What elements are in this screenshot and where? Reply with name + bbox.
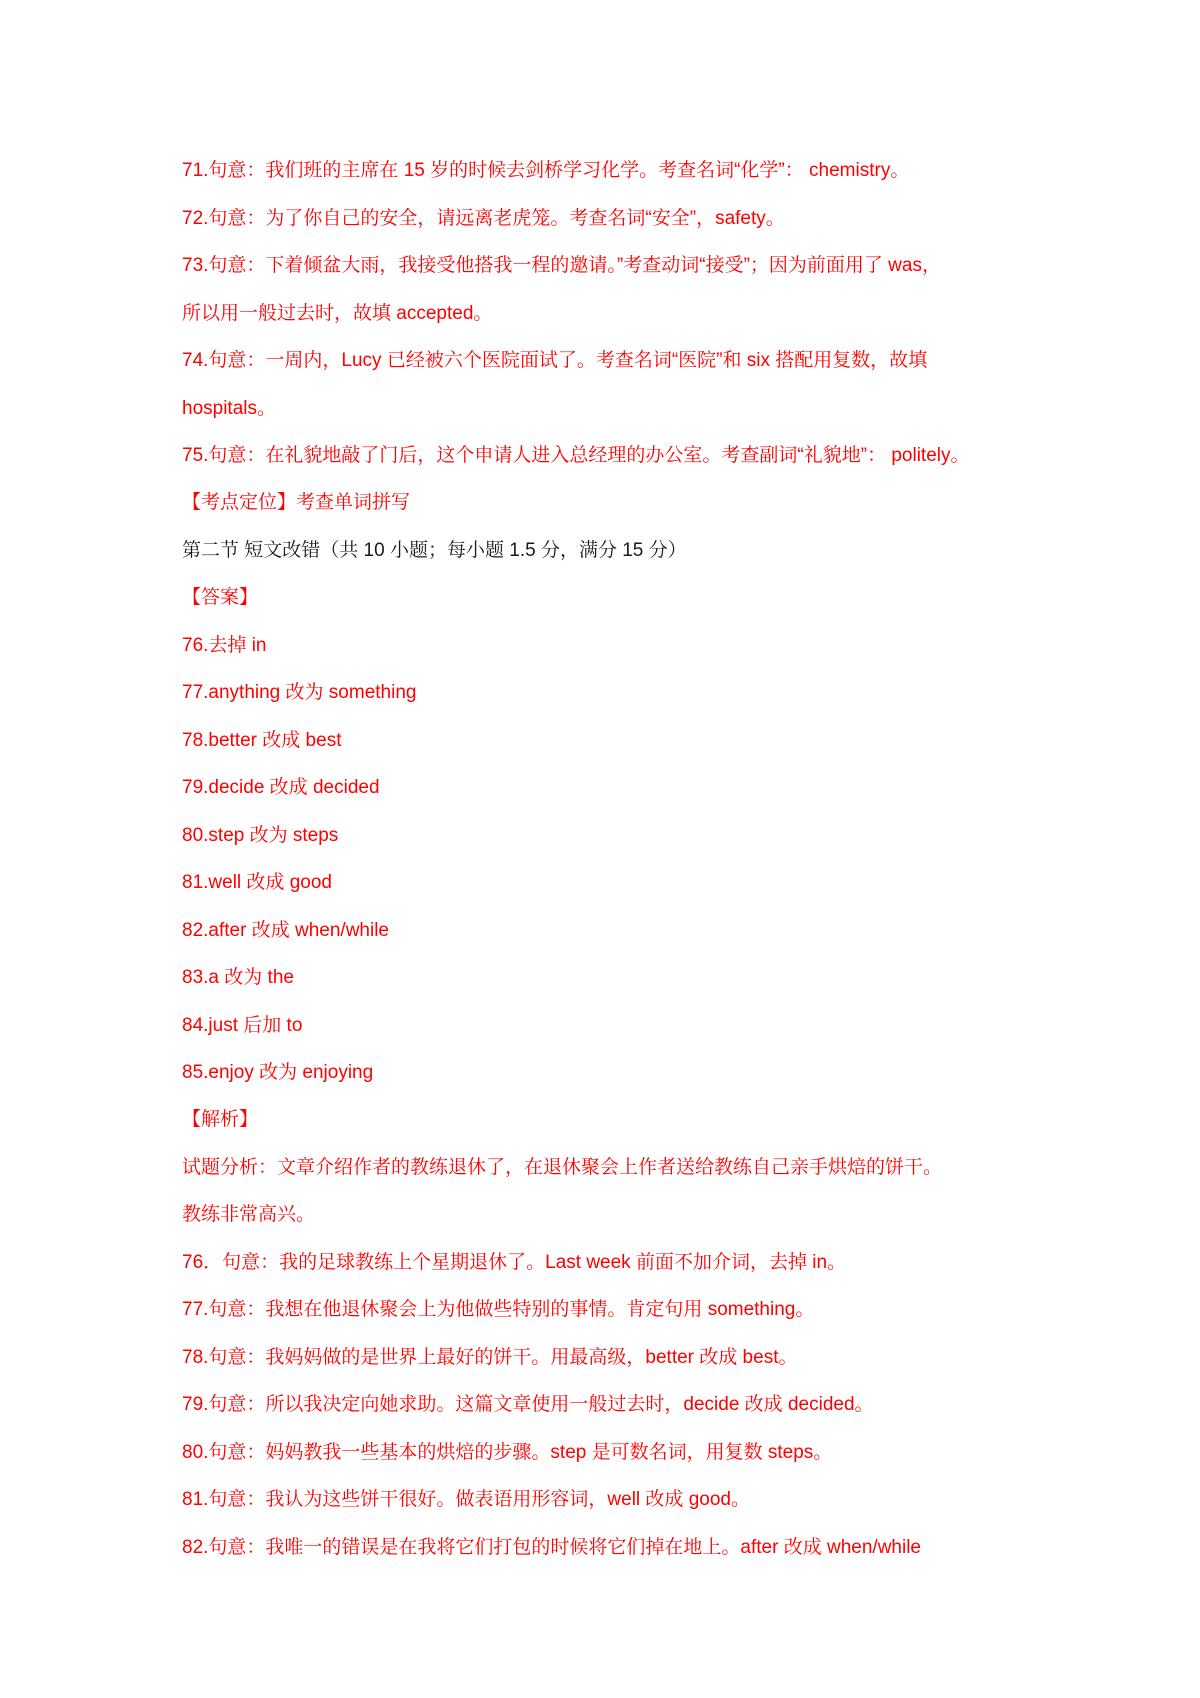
explanation-78: 78.句意：我妈妈做的是世界上最好的饼干。用最高级，better 改成 best。: [182, 1347, 798, 1368]
explanation-77: 77.句意：我想在他退休聚会上为他做些特别的事情。肯定句用 something。: [182, 1299, 815, 1320]
explanation-81: 81.句意：我认为这些饼干很好。做表语用形容词，well 改成 good。: [182, 1489, 750, 1510]
explanation-74-line1: 74.句意：一周内，Lucy 已经被六个医院面试了。考查名词“医院”和 six 搭配用复数，故填: [182, 350, 928, 371]
explanation-75: 75.句意：在礼貌地敲了门后，这个申请人进入总经理的办公室。考查副词“礼貌地”： politely。: [182, 445, 970, 466]
analysis-line1: 试题分析：文章介绍作者的教练退休了，在退休聚会上作者送给教练自己亲手烘焙的饼干。: [182, 1157, 943, 1178]
explanation-73-line1: 73.句意：下着倾盆大雨，我接受他搭我一程的邀请。”考查动词“接受”；因为前面用了 was，: [182, 255, 941, 276]
answer-80: 80.step 改为 steps: [182, 825, 339, 846]
explanation-82: 82.句意：我唯一的错误是在我将它们打包的时候将它们掉在地上。after 改成 when/while: [182, 1537, 921, 1558]
explanation-73-line2: 所以用一般过去时，故填 accepted。: [182, 303, 493, 324]
answer-81: 81.well 改成 good: [182, 872, 332, 893]
answer-84: 84.just 后加 to: [182, 1015, 303, 1036]
analysis-heading: 【解析】: [182, 1109, 259, 1130]
answer-78: 78.better 改成 best: [182, 730, 342, 751]
explanation-79: 79.句意：所以我决定向她求助。这篇文章使用一般过去时，decide 改成 decided。: [182, 1394, 874, 1415]
answer-79: 79.decide 改成 decided: [182, 777, 380, 798]
point-label: 【考点定位】考查单词拼写: [182, 492, 411, 513]
answer-83: 83.a 改为 the: [182, 967, 294, 988]
explanation-72: 72.句意：为了你自己的安全，请远离老虎笼。考查名词“安全”，safety。: [182, 208, 785, 229]
analysis-line2: 教练非常高兴。: [182, 1204, 316, 1225]
answer-77: 77.anything 改为 something: [182, 682, 417, 703]
section-title: 第二节 短文改错（共 10 小题；每小题 1.5 分，满分 15 分）: [182, 540, 687, 561]
answer-82: 82.after 改成 when/while: [182, 920, 389, 941]
explanation-76: 76．句意：我的足球教练上个星期退休了。Last week 前面不加介词，去掉 in。: [182, 1252, 847, 1273]
answer-heading: 【答案】: [182, 587, 259, 608]
explanation-71: 71.句意：我们班的主席在 15 岁的时候去剑桥学习化学。考查名词“化学”： chemistry。: [182, 160, 910, 181]
answer-85: 85.enjoy 改为 enjoying: [182, 1062, 374, 1083]
explanation-80: 80.句意：妈妈教我一些基本的烘焙的步骤。step 是可数名词，用复数 steps。: [182, 1442, 833, 1463]
explanation-74-line2: hospitals。: [182, 398, 276, 419]
answer-76: 76.去掉 in: [182, 635, 267, 656]
